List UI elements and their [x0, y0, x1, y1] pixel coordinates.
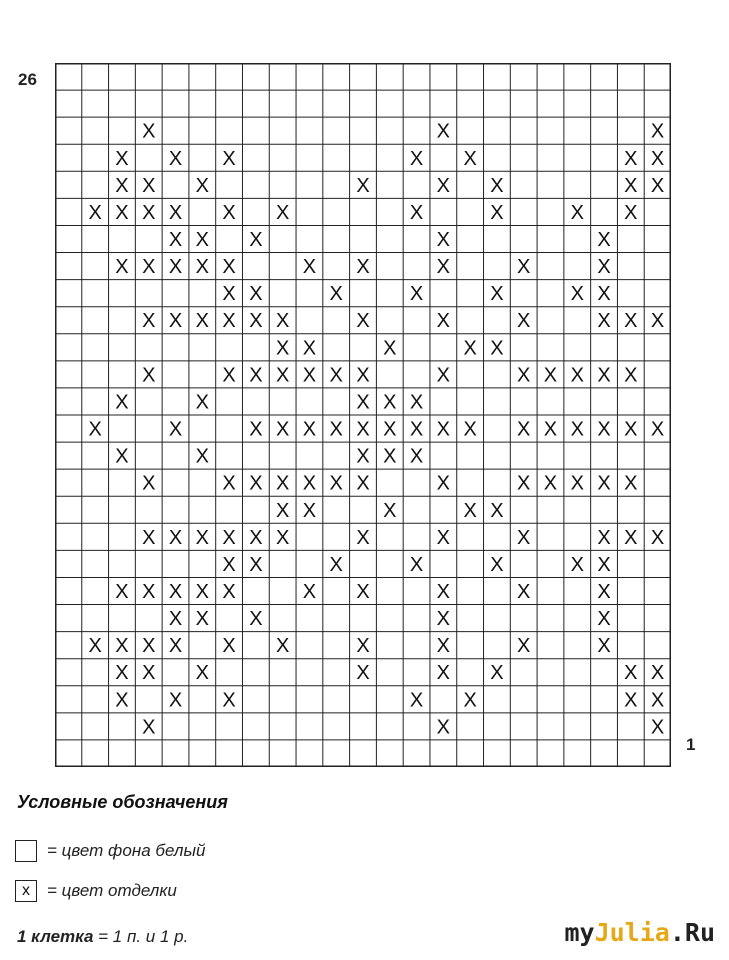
- cross-stitch-cell: X: [624, 662, 638, 685]
- cross-stitch-cell: X: [490, 283, 504, 306]
- cross-stitch-cell: X: [517, 526, 531, 549]
- cross-stitch-cell: X: [356, 418, 370, 441]
- cross-stitch-cell: X: [275, 364, 290, 387]
- cross-stitch-cell: X: [436, 608, 451, 631]
- cross-stitch-cell: X: [463, 499, 477, 522]
- cross-stitch-cell: X: [302, 337, 317, 360]
- cross-stitch-cell: X: [570, 364, 584, 387]
- cross-stitch-cell: X: [329, 472, 343, 495]
- cross-stitch-cell: X: [195, 174, 209, 197]
- cross-stitch-cell: X: [570, 553, 584, 576]
- cross-stitch-cell: X: [168, 201, 183, 224]
- cross-stitch-cell: X: [142, 256, 156, 279]
- cross-stitch-cell: X: [624, 526, 638, 549]
- cross-stitch-cell: X: [597, 310, 611, 333]
- cross-stitch-cell: X: [249, 608, 263, 631]
- cross-stitch-cell: X: [249, 229, 263, 251]
- row-number-bottom: 1: [686, 735, 696, 754]
- site-watermark: [564, 918, 715, 947]
- cross-stitch-cell: X: [275, 201, 290, 224]
- legend-text-background: = цвет фона белый: [47, 841, 206, 860]
- cross-stitch-cell: X: [650, 120, 665, 143]
- cross-stitch-cell: X: [195, 445, 209, 468]
- cross-stitch-cell: X: [383, 418, 397, 441]
- cross-stitch-cell: X: [222, 581, 236, 603]
- cross-stitch-cell: X: [329, 418, 343, 441]
- cross-stitch-cell: X: [356, 310, 370, 333]
- cross-stitch-cell: X: [222, 147, 236, 170]
- cross-stitch-cell: X: [115, 689, 129, 712]
- cross-stitch-cell: X: [356, 256, 370, 279]
- cross-stitch-cell: X: [142, 716, 156, 739]
- cross-stitch-cell: X: [490, 337, 504, 360]
- cross-stitch-cell: X: [88, 635, 102, 658]
- cross-stitch-cell: X: [543, 364, 558, 387]
- cross-stitch-cell: X: [142, 310, 156, 333]
- cross-stitch-cell: X: [490, 201, 504, 224]
- cross-stitch-cell: X: [436, 526, 451, 549]
- cross-stitch-cell: X: [409, 147, 424, 170]
- cross-stitch-cell: X: [624, 472, 638, 495]
- cross-stitch-cell: X: [597, 418, 611, 441]
- cross-stitch-cell: X: [142, 581, 156, 603]
- cross-stitch-cell: X: [302, 499, 317, 522]
- cross-stitch-cell: X: [597, 283, 611, 306]
- cross-stitch-cell: X: [168, 581, 183, 603]
- cross-stitch-cell: X: [142, 472, 156, 495]
- cross-stitch-cell: X: [168, 256, 183, 279]
- cross-stitch-cell: X: [570, 201, 584, 224]
- cross-stitch-cell: X: [409, 689, 424, 712]
- cross-stitch-cell: X: [142, 364, 156, 387]
- cross-stitch-cell: X: [142, 635, 156, 658]
- cross-stitch-cell: X: [624, 147, 638, 170]
- legend-item-background: [15, 840, 205, 862]
- cross-stitch-cell: X: [115, 201, 129, 224]
- cross-stitch-cell: X: [436, 472, 451, 495]
- cross-stitch-cell: X: [115, 581, 129, 603]
- cross-stitch-cell: X: [570, 472, 584, 495]
- cross-stitch-cell: X: [356, 472, 370, 495]
- cross-stitch-cell: X: [597, 581, 611, 603]
- cross-stitch-cell: X: [302, 256, 317, 279]
- cross-stitch-cell: X: [222, 283, 236, 306]
- cross-stitch-cell: X: [168, 635, 183, 658]
- cross-stitch-cell: X: [195, 581, 209, 603]
- cross-stitch-cell: X: [570, 283, 584, 306]
- cross-stitch-cell: X: [356, 445, 370, 468]
- cross-stitch-cell: X: [650, 526, 665, 549]
- cross-stitch-cell: X: [650, 689, 665, 712]
- cross-stitch-cell: X: [275, 472, 290, 495]
- cross-stitch-cell: X: [356, 581, 370, 603]
- legend-text-trim: = цвет отделки: [47, 881, 177, 900]
- cross-stitch-cell: X: [409, 553, 424, 576]
- cross-stitch-cell: X: [597, 364, 611, 387]
- cross-stitch-cell: X: [409, 201, 424, 224]
- cross-stitch-cell: X: [597, 229, 611, 251]
- cross-stitch-cell: X: [517, 310, 531, 333]
- cross-stitch-cell: X: [409, 391, 424, 414]
- legend-title: Условные обозначения: [17, 792, 228, 812]
- cell-footnote: [17, 927, 188, 947]
- cross-stitch-cell: X: [142, 201, 156, 224]
- cross-stitch-cell: X: [624, 689, 638, 712]
- cross-stitch-cell: X: [436, 120, 451, 143]
- cross-stitch-cell: X: [142, 120, 156, 143]
- cross-stitch-cell: X: [436, 662, 451, 685]
- cross-stitch-cell: X: [115, 445, 129, 468]
- cross-stitch-cell: X: [275, 418, 290, 441]
- cross-stitch-cell: X: [249, 283, 263, 306]
- cross-stitch-cell: X: [356, 174, 370, 197]
- cross-stitch-cell: X: [650, 147, 665, 170]
- knitting-chart-grid: [55, 63, 671, 767]
- cross-stitch-cell: X: [597, 526, 611, 549]
- cross-stitch-cell: X: [624, 364, 638, 387]
- cross-stitch-cell: X: [597, 635, 611, 658]
- cross-stitch-cell: X: [88, 418, 102, 441]
- cross-stitch-cell: X: [463, 147, 477, 170]
- cross-stitch-cell: X: [115, 174, 129, 197]
- cross-stitch-cell: X: [463, 337, 477, 360]
- cross-stitch-cell: X: [249, 364, 263, 387]
- cross-stitch-cell: X: [650, 716, 665, 739]
- cross-stitch-cell: X: [436, 581, 451, 603]
- footnote-rest: = 1 п. и 1 р.: [93, 927, 189, 946]
- footnote-bold: 1 клетка: [17, 927, 94, 946]
- watermark-ru: .Ru: [669, 918, 715, 947]
- cross-stitch-cell: X: [490, 662, 504, 685]
- cross-stitch-cell: X: [463, 689, 477, 712]
- cross-stitch-cell: X: [624, 174, 638, 197]
- cross-stitch-cell: X: [436, 256, 451, 279]
- empty-cell-icon: [15, 840, 37, 862]
- cross-stitch-cell: X: [195, 608, 209, 631]
- cross-stitch-cell: X: [329, 553, 343, 576]
- watermark-my: my: [564, 918, 595, 947]
- cross-stitch-cell: X: [195, 391, 209, 414]
- cross-stitch-cell: X: [436, 635, 451, 658]
- cross-stitch-cell: X: [436, 716, 451, 739]
- cross-stitch-cell: X: [490, 174, 504, 197]
- cross-stitch-cell: X: [302, 472, 317, 495]
- cross-stitch-cell: X: [275, 337, 290, 360]
- cross-stitch-cell: X: [356, 364, 370, 387]
- cross-stitch-cell: X: [249, 418, 263, 441]
- cross-stitch-cell: X: [436, 364, 451, 387]
- cross-stitch-cell: X: [383, 391, 397, 414]
- cross-stitch-cell: X: [168, 526, 183, 549]
- cross-stitch-cell: X: [543, 472, 558, 495]
- cross-stitch-cell: X: [115, 662, 129, 685]
- legend-item-trim: [15, 880, 177, 902]
- cross-stitch-cell: X: [463, 418, 477, 441]
- cross-stitch-cell: X: [436, 310, 451, 333]
- cross-stitch-cell: X: [329, 283, 343, 306]
- cross-stitch-cell: X: [356, 526, 370, 549]
- cross-stitch-cell: X: [168, 418, 183, 441]
- cross-stitch-cell: X: [356, 662, 370, 685]
- cross-stitch-cell: X: [249, 472, 263, 495]
- cross-stitch-cell: X: [115, 147, 129, 170]
- cross-stitch-cell: X: [517, 364, 531, 387]
- cross-stitch-cell: X: [195, 310, 209, 333]
- cross-stitch-cell: X: [570, 418, 584, 441]
- cross-stitch-cell: X: [383, 337, 397, 360]
- cross-stitch-cell: X: [275, 526, 290, 549]
- cross-stitch-cell: X: [517, 472, 531, 495]
- cross-stitch-cell: X: [624, 310, 638, 333]
- cross-stitch-cell: X: [168, 608, 183, 631]
- cross-stitch-cell: X: [436, 174, 451, 197]
- cross-stitch-cell: X: [115, 391, 129, 414]
- cross-stitch-cell: X: [624, 418, 638, 441]
- cross-stitch-cell: X: [249, 310, 263, 333]
- cross-stitch-cell: X: [222, 201, 236, 224]
- cross-stitch-cell: X: [249, 526, 263, 549]
- cross-stitch-cell: X: [490, 499, 504, 522]
- cross-stitch-cell: X: [409, 445, 424, 468]
- cross-stitch-cell: X: [490, 553, 504, 576]
- cross-stitch-cell: X: [249, 553, 263, 576]
- cross-stitch-cell: X: [624, 201, 638, 224]
- cross-stitch-cell: X: [517, 635, 531, 658]
- cross-stitch-cell: X: [302, 581, 317, 603]
- cross-stitch-cell: X: [195, 229, 209, 251]
- cross-stitch-cell: X: [168, 147, 183, 170]
- cross-stitch-cell: X: [302, 364, 317, 387]
- cross-stitch-cell: X: [115, 256, 129, 279]
- cross-stitch-cell: X: [142, 174, 156, 197]
- cross-stitch-cell: X: [356, 391, 370, 414]
- cross-stitch-cell: X: [195, 526, 209, 549]
- cross-stitch-cell: X: [222, 472, 236, 495]
- cross-stitch-cell: X: [650, 310, 665, 333]
- cross-stitch-cell: X: [517, 581, 531, 603]
- cross-stitch-cell: X: [168, 689, 183, 712]
- cross-stitch-cell: X: [88, 201, 102, 224]
- cross-cell-icon: x: [15, 880, 37, 902]
- cross-stitch-cell: X: [222, 526, 236, 549]
- cross-stitch-cell: X: [409, 283, 424, 306]
- watermark-julia: Julia: [594, 918, 670, 947]
- cross-stitch-cell: X: [275, 310, 290, 333]
- cross-stitch-cell: X: [195, 256, 209, 279]
- cross-stitch-cell: X: [168, 229, 183, 251]
- cross-stitch-cell: X: [115, 635, 129, 658]
- cross-stitch-cell: X: [168, 310, 183, 333]
- cross-stitch-cell: X: [597, 472, 611, 495]
- cross-stitch-cell: X: [222, 635, 236, 658]
- cross-stitch-cell: X: [517, 256, 531, 279]
- cross-stitch-cell: X: [222, 553, 236, 576]
- cross-stitch-cell: X: [597, 608, 611, 631]
- cross-stitch-cell: X: [517, 418, 531, 441]
- cross-stitch-cell: X: [222, 310, 236, 333]
- cross-stitch-cell: X: [142, 662, 156, 685]
- cross-stitch-cell: X: [275, 635, 290, 658]
- cross-stitch-cell: X: [329, 364, 343, 387]
- cross-stitch-cell: X: [436, 229, 451, 251]
- cross-stitch-cell: X: [302, 418, 317, 441]
- cross-stitch-cell: X: [356, 635, 370, 658]
- cross-stitch-cell: X: [383, 445, 397, 468]
- cross-stitch-cell: X: [222, 256, 236, 279]
- cross-stitch-cell: X: [597, 256, 611, 279]
- cross-stitch-cell: X: [597, 553, 611, 576]
- cross-stitch-cell: X: [543, 418, 558, 441]
- cross-stitch-cell: X: [222, 689, 236, 712]
- cross-stitch-cell: X: [650, 418, 665, 441]
- cross-stitch-cell: X: [436, 418, 451, 441]
- cross-stitch-cell: X: [383, 499, 397, 522]
- cross-stitch-cell: X: [142, 526, 156, 549]
- cross-stitch-cell: X: [195, 662, 209, 685]
- cross-stitch-cell: X: [222, 364, 236, 387]
- cross-stitch-cell: X: [650, 174, 665, 197]
- cross-stitch-cell: X: [650, 662, 665, 685]
- cross-stitch-cell: X: [409, 418, 424, 441]
- row-number-top: 26: [18, 70, 37, 89]
- cross-stitch-cell: X: [275, 499, 290, 522]
